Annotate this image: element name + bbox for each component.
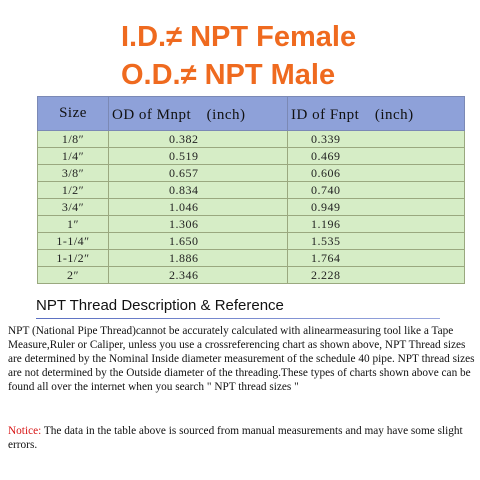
table-row — [38, 250, 465, 267]
cell-id: 1.196 — [288, 216, 465, 233]
cell-od: 2.346 — [109, 267, 288, 284]
cell-size: 1/4″ — [38, 148, 109, 165]
cell-size: 3/4″ — [38, 199, 109, 216]
cell-id: 1.764 — [288, 250, 465, 267]
cell-id: 2.228 — [288, 267, 465, 284]
table-row — [38, 165, 465, 182]
npt-size-table — [37, 96, 465, 284]
table-row — [38, 216, 465, 233]
header-id-fnpt: ID of Fnpt (inch) — [288, 97, 465, 131]
cell-od: 1.886 — [109, 250, 288, 267]
cell-size: 1/2″ — [38, 182, 109, 199]
cell-od: 0.657 — [109, 165, 288, 182]
section-divider — [36, 318, 440, 319]
cell-od: 0.834 — [109, 182, 288, 199]
table-row — [38, 131, 465, 148]
header-size: Size — [38, 97, 109, 131]
table-row — [38, 199, 465, 216]
cell-id: 0.740 — [288, 182, 465, 199]
cell-size: 2″ — [38, 267, 109, 284]
cell-size: 3/8″ — [38, 165, 109, 182]
section-title: NPT Thread Description & Reference — [36, 297, 284, 314]
cell-size: 1″ — [38, 216, 109, 233]
notice-text: The data in the table above is sourced from manual measurements and may have some slight errors. — [8, 425, 463, 451]
cell-id: 1.535 — [288, 233, 465, 250]
cell-id: 0.606 — [288, 165, 465, 182]
cell-id: 0.339 — [288, 131, 465, 148]
cell-size: 1-1/4″ — [38, 233, 109, 250]
table-row — [38, 182, 465, 199]
description-paragraph: NPT (National Pipe Thread)cannot be accurately calculated with alinearmeasuring tool like a Tape Measure,Ruler or Caliper, unless you use a crossreferencing chart as shown above, NPT Thread sizes are determined by the Nominal Inside diameter measurement of the schedule 40 pipe. NPT thread sizes are not determined by the Outside diameter of the threading.These types of charts shown above can be found all over the internet when you search " NPT thread sizes " — [8, 325, 475, 393]
headline-od-male: O.D.≠ NPT Male — [121, 59, 336, 91]
cell-od: 0.382 — [109, 131, 288, 148]
cell-size: 1-1/2″ — [38, 250, 109, 267]
table-row — [38, 267, 465, 284]
cell-id: 0.949 — [288, 199, 465, 216]
cell-od: 1.306 — [109, 216, 288, 233]
cell-od: 1.650 — [109, 233, 288, 250]
notice-label: Notice: — [8, 425, 42, 437]
cell-od: 0.519 — [109, 148, 288, 165]
notice-paragraph — [8, 424, 476, 452]
cell-size: 1/8″ — [38, 131, 109, 148]
table-row — [38, 233, 465, 250]
cell-od: 1.046 — [109, 199, 288, 216]
table-row — [38, 148, 465, 165]
header-od-mnpt: OD of Mnpt (inch) — [109, 97, 288, 131]
table-header-row — [38, 97, 465, 131]
headline-id-female: I.D.≠ NPT Female — [121, 21, 357, 53]
cell-id: 0.469 — [288, 148, 465, 165]
